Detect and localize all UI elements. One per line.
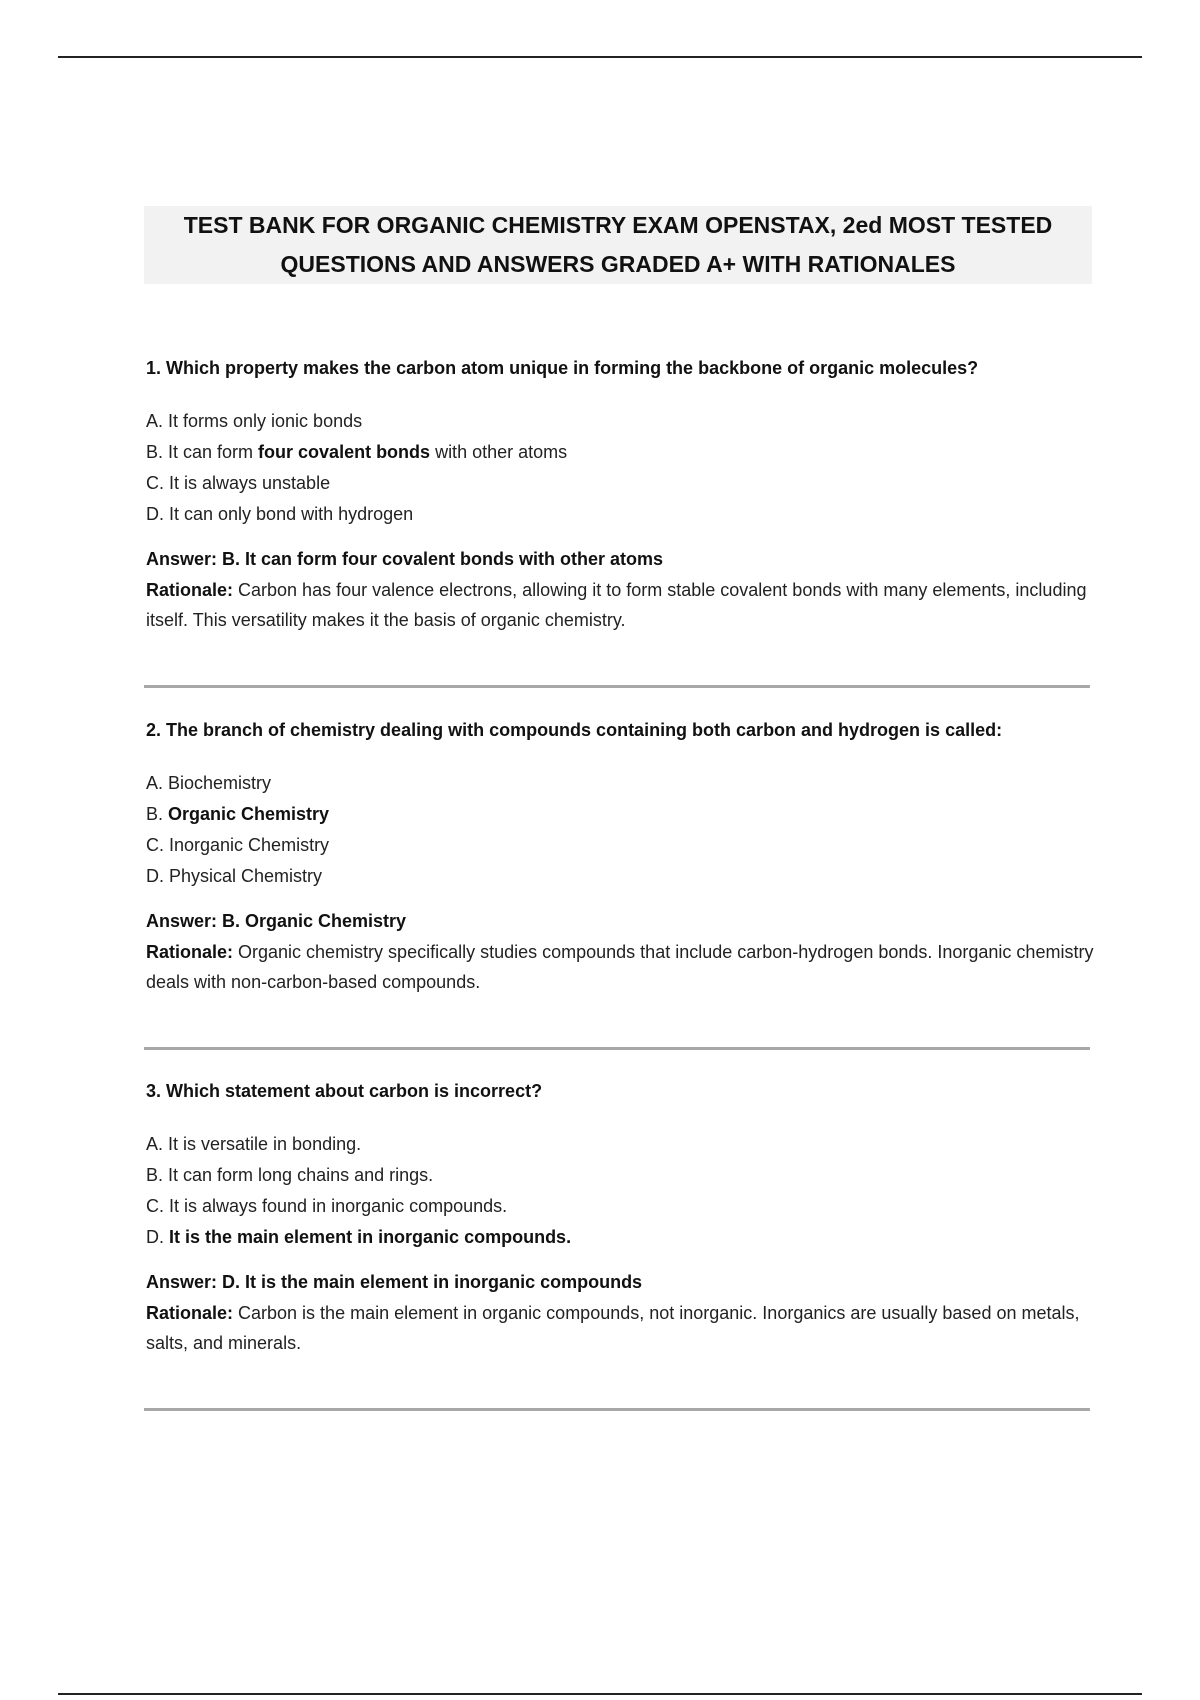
question-text: 2. The branch of chemistry dealing with compounds containing both carbon and hydrogen is called:	[146, 720, 1003, 740]
document-title-box	[144, 206, 1092, 284]
options-list	[146, 1129, 1096, 1253]
options-list	[146, 406, 1096, 530]
document-title-line-1: TEST BANK FOR ORGANIC CHEMISTRY EXAM OPENSTAX, 2ed MOST TESTED	[183, 212, 1053, 238]
footer-rule	[58, 1693, 1142, 1695]
rationale-text: Rationale: Carbon has four valence electrons, allowing it to form stable covalent bonds with many elements, including itself. This versatility makes it the basis of organic chemistry.	[146, 580, 1087, 630]
question-separator	[144, 685, 1090, 688]
option-a: A. It forms only ionic bonds	[146, 411, 363, 431]
option-d: D. Physical Chemistry	[146, 866, 323, 886]
option-b: B. Organic Chemistry	[146, 804, 330, 824]
header-rule	[58, 56, 1142, 58]
option-c: C. It is always found in inorganic compounds.	[146, 1196, 508, 1216]
question-separator	[144, 1047, 1090, 1050]
option-c: C. Inorganic Chemistry	[146, 835, 330, 855]
question-separator	[144, 1408, 1090, 1411]
option-a: A. It is versatile in bonding.	[146, 1134, 362, 1154]
question-block-1	[146, 356, 1096, 635]
answer-line: Answer: B. Organic Chemistry	[146, 911, 407, 931]
question-block-2	[146, 718, 1096, 997]
option-b: B. It can form four covalent bonds with other atoms	[146, 442, 568, 462]
option-a: A. Biochemistry	[146, 773, 272, 793]
answer-line: Answer: B. It can form four covalent bonds with other atoms	[146, 549, 664, 569]
rationale-text: Rationale: Organic chemistry specifically studies compounds that include carbon-hydrogen bonds. Inorganic chemistry deals with non-carbon-based compounds.	[146, 942, 1094, 992]
answer-line: Answer: D. It is the main element in inorganic compounds	[146, 1272, 643, 1292]
options-list	[146, 768, 1096, 892]
option-c: C. It is always unstable	[146, 473, 331, 493]
rationale-text: Rationale: Carbon is the main element in organic compounds, not inorganic. Inorganics are usually based on metals, salts, and minerals.	[146, 1303, 1080, 1353]
question-text: 1. Which property makes the carbon atom unique in forming the backbone of organic molecules?	[146, 358, 979, 378]
option-d: D. It can only bond with hydrogen	[146, 504, 414, 524]
question-block-3	[146, 1079, 1096, 1358]
option-d: D. It is the main element in inorganic compounds.	[146, 1227, 572, 1247]
document-title-line-2: QUESTIONS AND ANSWERS GRADED A+ WITH RATIONALES	[280, 251, 956, 277]
question-text: 3. Which statement about carbon is incorrect?	[146, 1081, 543, 1101]
option-b: B. It can form long chains and rings.	[146, 1165, 434, 1185]
